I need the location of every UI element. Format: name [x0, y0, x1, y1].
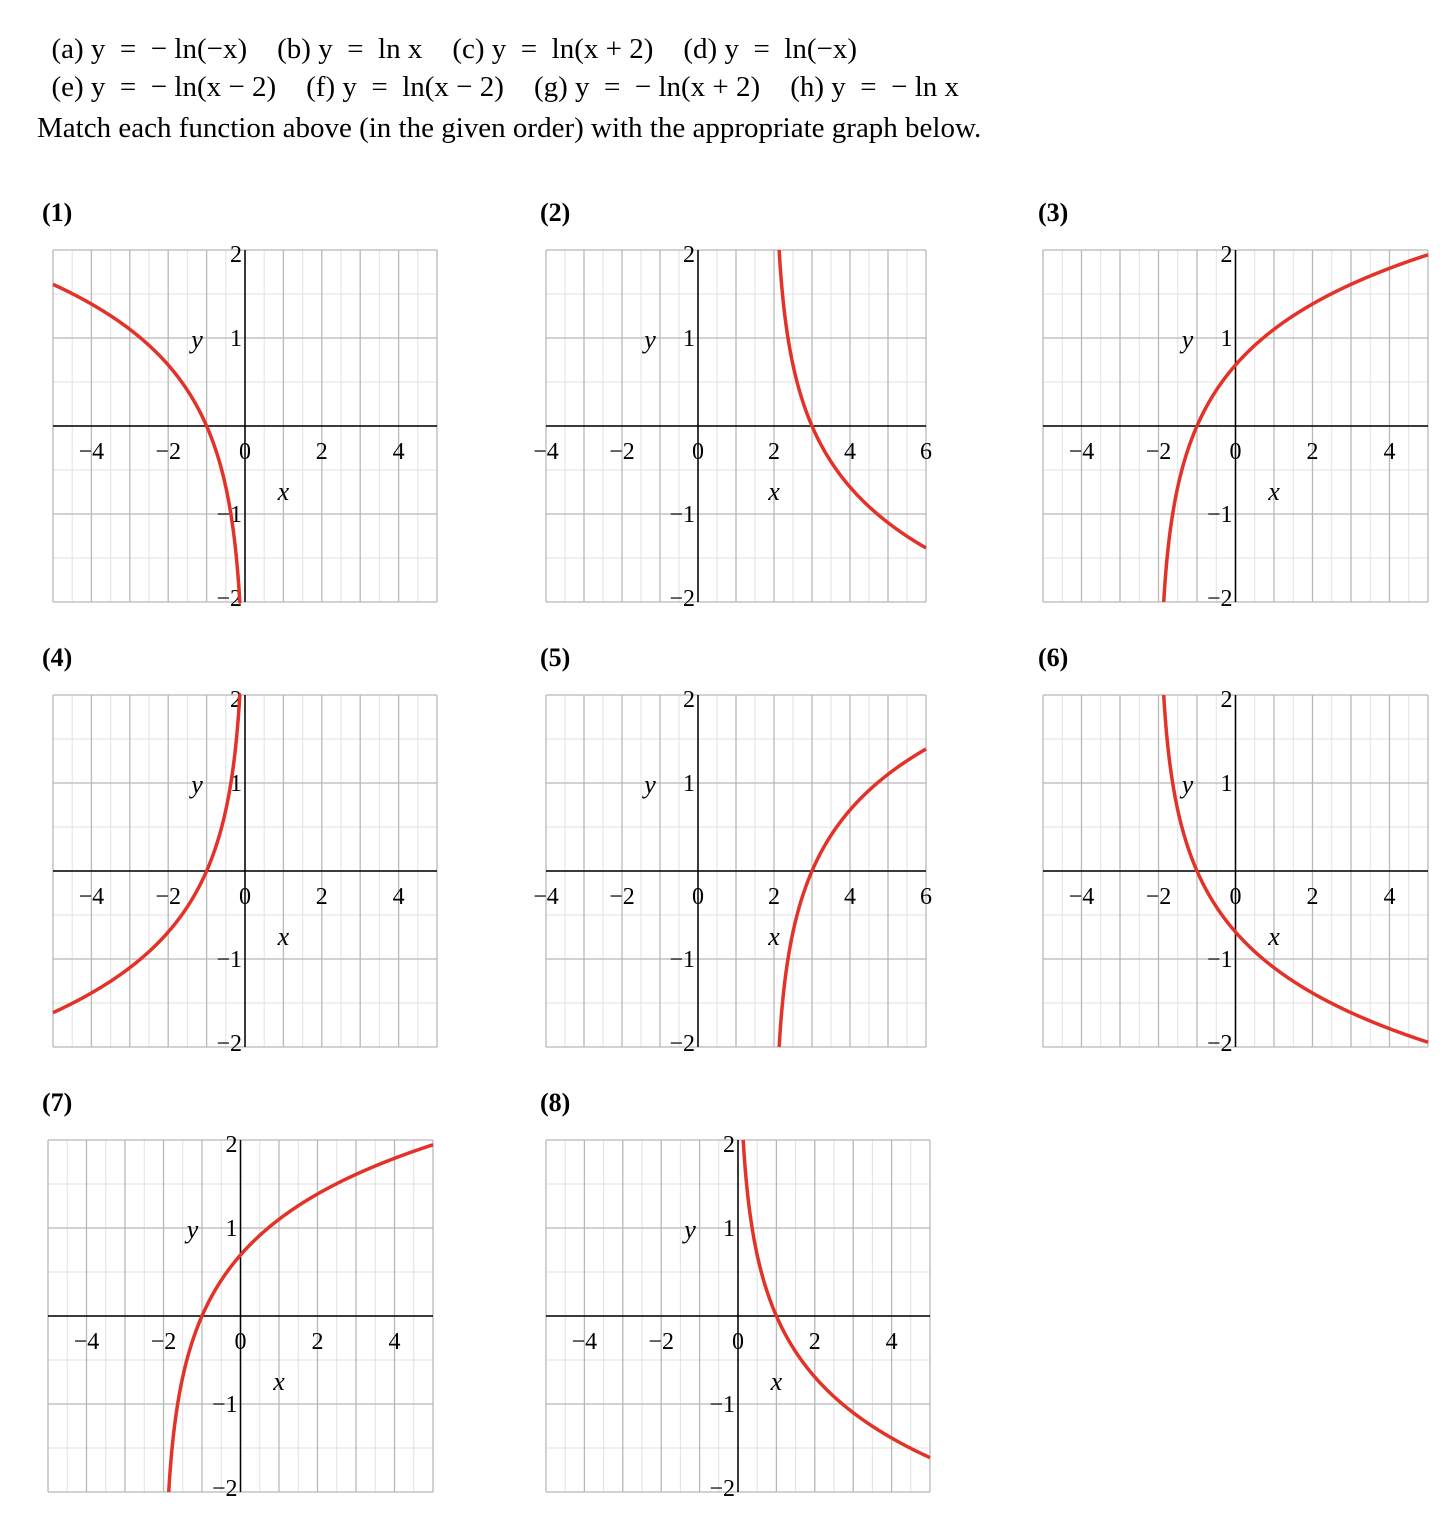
x-tick-label: 0	[692, 884, 704, 910]
x-tick-label: −4	[571, 1329, 598, 1355]
y-tick-label: −2	[669, 586, 695, 612]
y-tick-label: 2	[723, 1132, 735, 1158]
x-tick-label: −2	[609, 884, 635, 910]
y-tick-label: −1	[669, 502, 695, 528]
function-d: (d) y = ln(−x)	[683, 33, 858, 65]
graph-1-label: (1)	[42, 198, 73, 227]
x-tick-label: 0	[732, 1329, 744, 1355]
function-f: (f) y = ln(x − 2)	[306, 71, 504, 103]
y-axis-label: y	[1181, 325, 1194, 354]
x-axis-label: x	[1268, 922, 1280, 951]
x-axis-label: x	[277, 922, 290, 951]
x-tick-label: −4	[533, 439, 559, 465]
x-tick-label: −4	[1068, 884, 1095, 910]
x-tick-label: 2	[315, 884, 328, 910]
graph-2-label: (2)	[540, 198, 571, 227]
y-tick-label: −1	[709, 1392, 735, 1418]
x-tick-label: 2	[768, 884, 780, 910]
function-b: (b) y = ln x	[277, 33, 423, 65]
x-axis-label: x	[277, 477, 290, 506]
x-tick-label: 2	[1306, 884, 1319, 910]
graph-8-curve	[743, 1140, 930, 1458]
y-tick-label: 1	[1220, 326, 1233, 352]
x-axis-label: x	[768, 477, 780, 506]
x-tick-label: 2	[311, 1329, 324, 1355]
function-c: (c) y = ln(x + 2)	[452, 33, 654, 65]
y-tick-label: −1	[211, 1392, 238, 1418]
x-axis-label: x	[273, 1367, 285, 1396]
function-e: (e) y = − ln(x − 2)	[51, 71, 277, 103]
graph-3-label: (3)	[1038, 198, 1069, 227]
y-tick-label: −1	[216, 502, 242, 528]
y-tick-label: −2	[211, 1476, 238, 1502]
y-tick-label: −2	[709, 1476, 735, 1502]
x-axis-label: x	[770, 1367, 783, 1396]
y-tick-label: 1	[723, 1216, 735, 1242]
graph-8-label: (8)	[540, 1088, 571, 1117]
x-tick-label: −4	[533, 884, 559, 910]
x-tick-label: −2	[155, 884, 181, 910]
y-tick-label: −1	[1206, 502, 1233, 528]
x-axis-label: x	[1268, 477, 1280, 506]
y-tick-label: 2	[683, 242, 695, 268]
x-axis-label: x	[768, 922, 780, 951]
x-tick-label: 2	[1306, 439, 1319, 465]
x-tick-label: 0	[234, 1329, 247, 1355]
x-tick-label: 0	[239, 884, 251, 910]
y-tick-label: 1	[225, 1216, 238, 1242]
y-tick-label: 2	[1220, 687, 1233, 713]
y-tick-label: 2	[1220, 242, 1233, 268]
y-tick-label: −2	[1206, 586, 1233, 612]
y-tick-label: −1	[1206, 947, 1233, 973]
graph-6-label: (6)	[1038, 643, 1069, 672]
x-tick-label: −2	[609, 439, 635, 465]
x-tick-label: −2	[1145, 884, 1172, 910]
y-axis-label: y	[191, 325, 203, 354]
y-tick-label: 2	[230, 242, 242, 268]
x-tick-label: 4	[392, 884, 405, 910]
x-tick-label: 4	[392, 439, 405, 465]
function-h: (h) y = − ln x	[790, 71, 960, 103]
x-tick-label: −4	[1068, 439, 1095, 465]
x-tick-label: −2	[150, 1329, 177, 1355]
x-tick-label: −2	[1145, 439, 1172, 465]
x-tick-label: 4	[388, 1329, 401, 1355]
x-tick-label: 4	[844, 884, 856, 910]
y-tick-label: −2	[669, 1031, 695, 1057]
y-axis-label: y	[186, 1215, 199, 1244]
x-tick-label: −4	[73, 1329, 100, 1355]
y-tick-label: −2	[1206, 1031, 1233, 1057]
x-tick-label: 4	[1383, 884, 1396, 910]
y-tick-label: 1	[683, 771, 695, 797]
x-tick-label: 6	[920, 439, 932, 465]
x-tick-label: −4	[78, 884, 105, 910]
x-tick-label: 2	[768, 439, 780, 465]
x-tick-label: 0	[1229, 439, 1242, 465]
graph-5-label: (5)	[540, 643, 571, 672]
x-tick-label: 4	[844, 439, 856, 465]
x-tick-label: −4	[78, 439, 105, 465]
function-a: (a) y = − ln(−x)	[51, 33, 248, 65]
y-axis-label: y	[684, 1215, 696, 1244]
y-tick-label: 1	[683, 326, 695, 352]
graph-7-label: (7)	[42, 1088, 73, 1117]
y-axis-label: y	[1181, 770, 1194, 799]
x-tick-label: −2	[648, 1329, 674, 1355]
y-tick-label: 2	[225, 1132, 238, 1158]
y-tick-label: −2	[216, 1031, 242, 1057]
y-tick-label: 1	[230, 771, 242, 797]
y-tick-label: −1	[669, 947, 695, 973]
y-tick-label: 1	[230, 326, 242, 352]
instruction-text: Match each function above (in the given order) with the appropriate graph below.	[37, 112, 982, 144]
x-tick-label: 0	[1229, 884, 1242, 910]
x-tick-label: 6	[920, 884, 932, 910]
y-tick-label: 1	[1220, 771, 1233, 797]
function-g: (g) y = − ln(x + 2)	[533, 71, 761, 103]
x-tick-label: 4	[1383, 439, 1396, 465]
y-axis-label: y	[644, 770, 656, 799]
y-tick-label: 2	[230, 687, 242, 713]
y-tick-label: −1	[216, 947, 242, 973]
y-axis-label: y	[644, 325, 656, 354]
y-tick-label: 2	[683, 687, 695, 713]
x-tick-label: 2	[315, 439, 328, 465]
y-axis-label: y	[191, 770, 203, 799]
x-tick-label: 2	[808, 1329, 821, 1355]
x-tick-label: 0	[239, 439, 251, 465]
x-tick-label: −2	[155, 439, 181, 465]
x-tick-label: 0	[692, 439, 704, 465]
y-tick-label: −2	[216, 586, 242, 612]
x-tick-label: 4	[885, 1329, 898, 1355]
graph-4-label: (4)	[42, 643, 73, 672]
